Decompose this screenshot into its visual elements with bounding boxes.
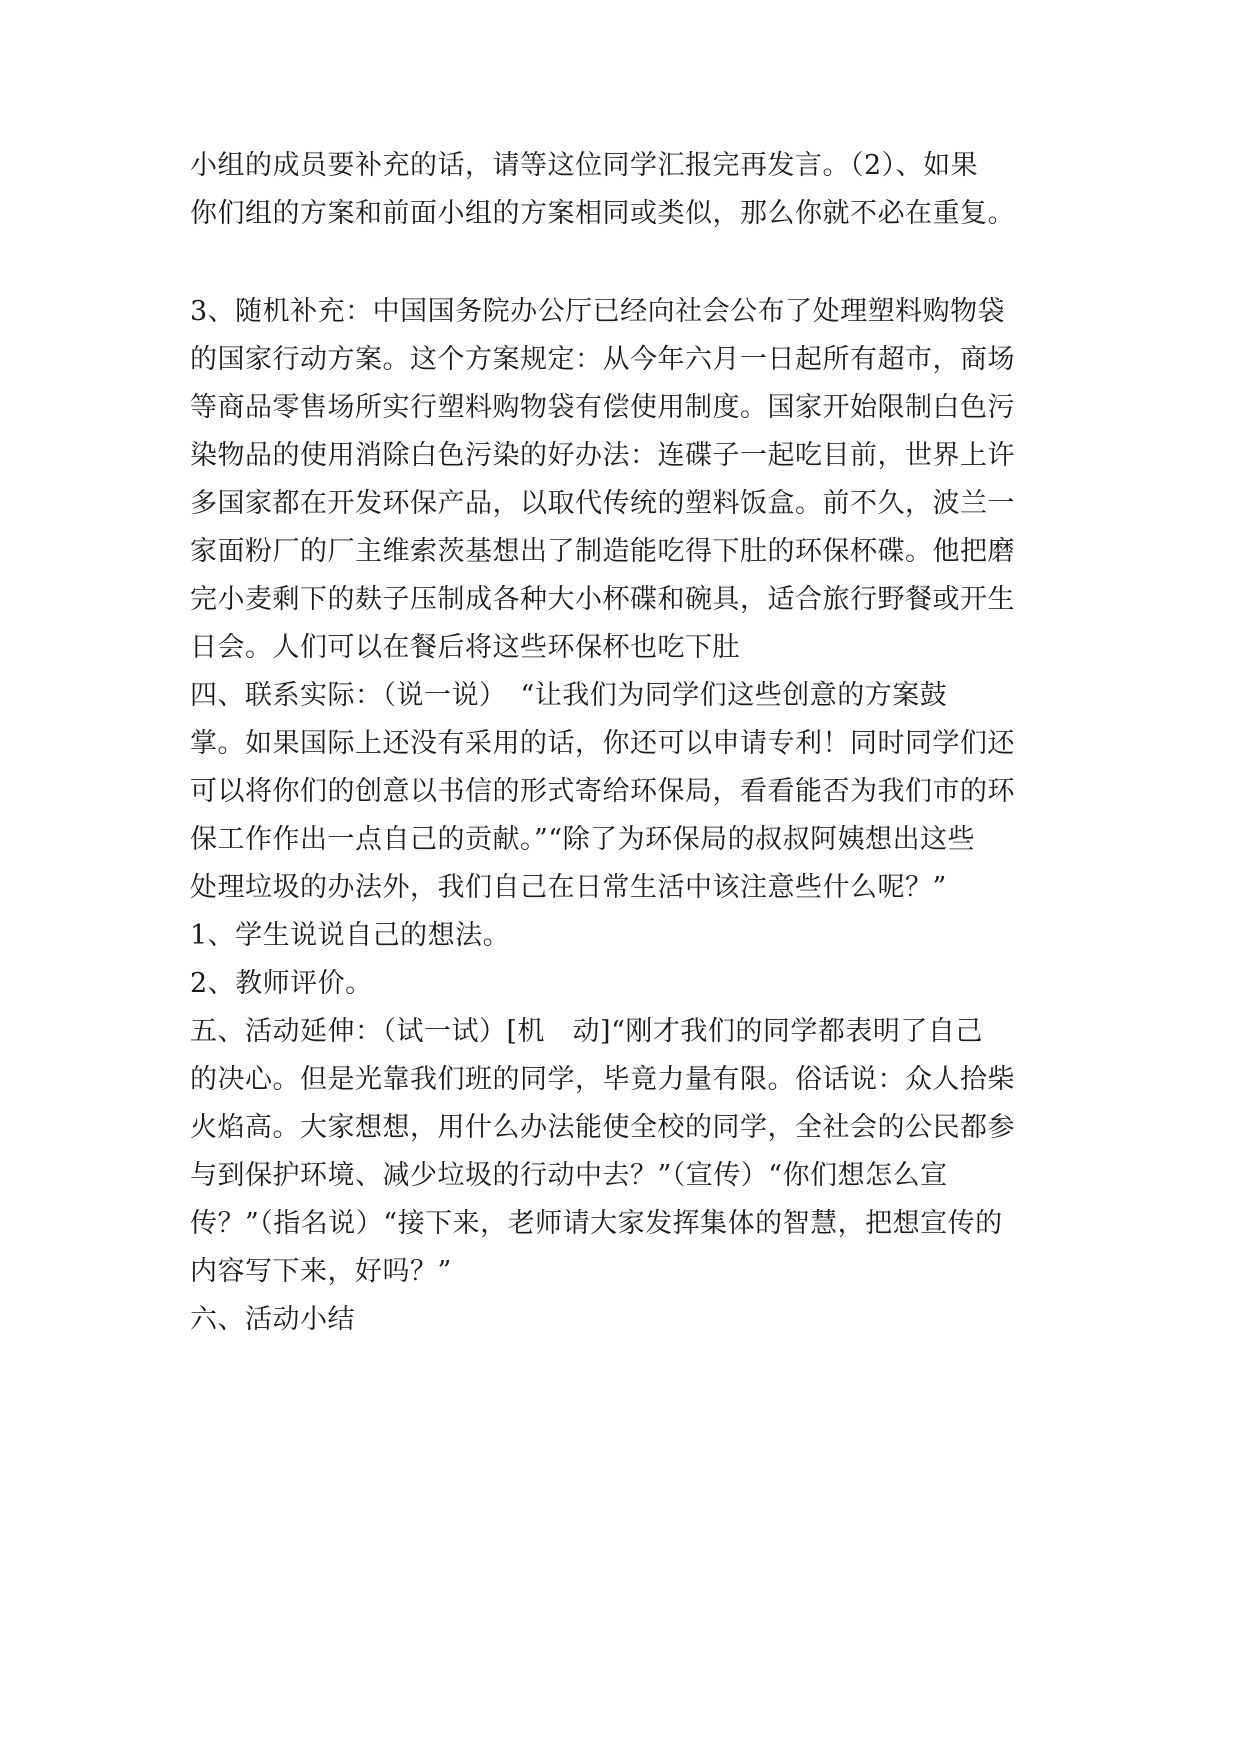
text-line: 传？”（指名说）“接下来，老师请大家发挥集体的智慧，把想宣传的 [190, 1208, 1003, 1239]
text-line: 你们组的方案和前面小组的方案相同或类似，那么你就不必在重复。 [190, 198, 1015, 229]
text-line: 五、活动延伸：（试一试）[机 动]“刚才我们的同学都表明了自己 [190, 1016, 983, 1047]
text-line: 与到保护环境、减少垃圾的行动中去？”（宣传）“你们想怎么宣 [190, 1160, 948, 1191]
text-line: 多国家都在开发环保产品，以取代传统的塑料饭盒。前不久，波兰一 [190, 488, 1015, 519]
text-line: 处理垃圾的办法外，我们自己在日常生活中该注意些什么呢？” [190, 872, 947, 903]
text-line: 日会。人们可以在餐后将这些环保杯也吃下肚 [190, 632, 740, 663]
text-line: 六、活动小结 [190, 1304, 355, 1335]
text-line: 的国家行动方案。这个方案规定：从今年六月一日起所有超市，商场 [190, 344, 1015, 375]
text-line: 染物品的使用消除白色污染的好办法：连碟子一起吃目前，世界上许 [190, 440, 1015, 471]
text-line: 小组的成员要补充的话，请等这位同学汇报完再发言。（2）、如果 [190, 150, 979, 181]
text-line: 的决心。但是光靠我们班的同学，毕竟力量有限。俗话说：众人拾柴 [190, 1064, 1015, 1095]
text-line: 四、联系实际：（说一说） “让我们为同学们这些创意的方案鼓 [190, 680, 948, 711]
text-line: 1、学生说说自己的想法。 [190, 920, 511, 951]
text-line: 内容写下来，好吗？” [190, 1256, 452, 1287]
text-line: 家面粉厂的厂主维索茨基想出了制造能吃得下肚的环保杯碟。他把磨 [190, 536, 1015, 567]
text-line: 2、教师评价。 [190, 968, 373, 999]
text-line: 保工作作出一点自己的贡献。”“除了为环保局的叔叔阿姨想出这些 [190, 824, 976, 855]
text-line: 火焰高。大家想想，用什么办法能使全校的同学，全社会的公民都参 [190, 1112, 1015, 1143]
text-line: 可以将你们的创意以书信的形式寄给环保局，看看能否为我们市的环 [190, 776, 1015, 807]
text-line: 掌。如果国际上还没有采用的话，你还可以申请专利！同时同学们还 [190, 728, 1015, 759]
text-line: 等商品零售场所实行塑料购物袋有偿使用制度。国家开始限制白色污 [190, 392, 1015, 423]
text-line: 3、随机补充：中国国务院办公厅已经向社会公布了处理塑料购物袋 [190, 296, 1006, 327]
text-line: 完小麦剩下的麸子压制成各种大小杯碟和碗具，适合旅行野餐或开生 [190, 584, 1015, 615]
